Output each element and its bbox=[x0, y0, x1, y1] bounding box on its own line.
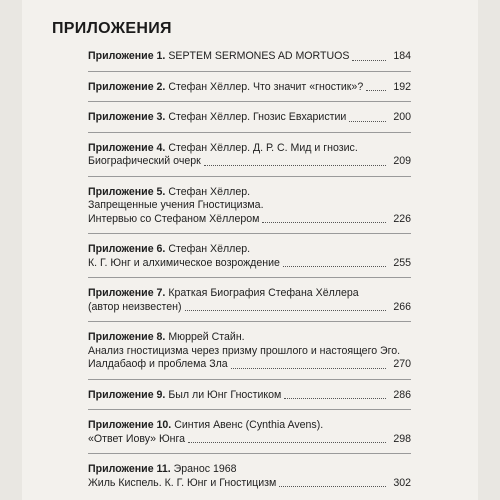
dot-leader bbox=[283, 266, 386, 267]
toc-line bbox=[88, 81, 411, 95]
entry-title: Краткая Биография Стефана Хёллера bbox=[168, 287, 359, 299]
toc-line-text bbox=[88, 186, 250, 200]
toc-line-text bbox=[88, 287, 359, 301]
entry-title: Мюррей Стайн. bbox=[168, 331, 245, 343]
appendix-label: Приложение 7. bbox=[88, 287, 166, 299]
dot-leader bbox=[284, 398, 386, 399]
toc-line bbox=[88, 433, 411, 447]
dot-leader bbox=[204, 165, 386, 166]
page-number: 302 bbox=[393, 476, 411, 489]
entry-title: «Ответ Иову» Юнга bbox=[88, 432, 186, 445]
toc-line-text bbox=[88, 389, 281, 403]
toc-line-text bbox=[88, 433, 185, 447]
toc-line bbox=[88, 331, 411, 345]
page-number: 226 bbox=[393, 212, 411, 225]
toc-line bbox=[88, 142, 411, 156]
appendix-label: Приложение 11. bbox=[88, 463, 171, 475]
toc-line bbox=[88, 477, 411, 491]
appendix-label: Приложение 8. bbox=[88, 331, 166, 343]
dot-leader bbox=[188, 442, 386, 443]
toc-line bbox=[88, 345, 411, 359]
toc-line bbox=[88, 213, 411, 227]
toc-line bbox=[88, 358, 411, 372]
toc-line bbox=[88, 111, 411, 125]
toc-line-text bbox=[88, 419, 323, 433]
entry-separator bbox=[88, 101, 411, 102]
entry-separator bbox=[88, 176, 411, 177]
dot-leader bbox=[262, 222, 386, 223]
page-number: 270 bbox=[393, 358, 411, 370]
toc-line bbox=[88, 155, 411, 169]
table-of-contents bbox=[88, 50, 411, 490]
toc-line bbox=[88, 257, 411, 271]
page-number: 184 bbox=[393, 50, 411, 62]
toc-line-text bbox=[88, 358, 228, 372]
dot-leader bbox=[349, 121, 386, 122]
toc-line bbox=[88, 463, 411, 477]
toc-line bbox=[88, 301, 411, 315]
toc-line bbox=[88, 186, 411, 200]
toc-line-text bbox=[88, 155, 201, 169]
toc-entry bbox=[88, 186, 411, 227]
page-number: 298 bbox=[393, 432, 411, 445]
appendix-label: Приложение 6. bbox=[88, 243, 166, 255]
toc-entry bbox=[88, 331, 411, 372]
toc-entry bbox=[88, 111, 411, 125]
entry-separator bbox=[88, 453, 411, 454]
entry-separator bbox=[88, 132, 411, 133]
appendix-label: Приложение 2. bbox=[88, 80, 166, 93]
entry-separator bbox=[88, 379, 411, 380]
entry-title: Стефан Хёллер. Что значит «гностик»? bbox=[168, 80, 364, 93]
toc-line bbox=[88, 199, 411, 213]
appendix-label: Приложение 3. bbox=[88, 111, 166, 123]
toc-line-text bbox=[88, 463, 237, 477]
toc-entry bbox=[88, 287, 411, 314]
entry-separator bbox=[88, 321, 411, 322]
appendix-label: Приложение 10. bbox=[88, 419, 172, 431]
toc-line-text bbox=[88, 142, 358, 156]
page-number: 286 bbox=[393, 388, 411, 401]
page-title: ПРИЛОЖЕНИЯ bbox=[52, 20, 172, 37]
entry-title: Биографический очерк bbox=[88, 155, 201, 167]
dot-leader bbox=[352, 60, 386, 61]
appendix-label: Приложение 4. bbox=[88, 141, 166, 154]
toc-entry bbox=[88, 419, 411, 446]
entry-title: Стефан Хёллер. bbox=[168, 243, 251, 255]
page-number: 200 bbox=[393, 111, 411, 123]
dot-leader bbox=[231, 368, 386, 369]
entry-title: Стефан Хёллер. Гнозис Евхаристии bbox=[168, 111, 347, 123]
page-number: 266 bbox=[393, 300, 411, 313]
toc-line bbox=[88, 419, 411, 433]
toc-entry bbox=[88, 243, 411, 270]
toc-line-text bbox=[88, 331, 245, 345]
page-number: 255 bbox=[393, 256, 411, 269]
toc-line bbox=[88, 287, 411, 301]
appendix-label: Приложение 1. bbox=[88, 50, 166, 62]
entry-separator bbox=[88, 71, 411, 72]
entry-title: Был ли Юнг Гностиком bbox=[168, 388, 282, 401]
toc-line-text bbox=[88, 477, 276, 491]
toc-line bbox=[88, 389, 411, 403]
toc-entry bbox=[88, 389, 411, 403]
appendix-label: Приложение 5. bbox=[88, 185, 166, 198]
toc-line bbox=[88, 243, 411, 257]
toc-line-text bbox=[88, 243, 250, 257]
toc-entry bbox=[88, 142, 411, 169]
entry-title: Синтия Авенс (Cynthia Avens). bbox=[174, 419, 324, 431]
entry-title: Анализ гностицизма через призму прошлого и настоящего Эго. bbox=[88, 344, 401, 357]
toc-entry bbox=[88, 463, 411, 490]
entry-title: Интервью со Стефаном Хёллером bbox=[88, 212, 260, 225]
entry-title: Эранос 1968 bbox=[173, 463, 237, 475]
entry-title: К. Г. Юнг и алхимическое возрождение bbox=[88, 256, 280, 269]
toc-line-text bbox=[88, 345, 400, 359]
toc-entry bbox=[88, 81, 411, 95]
toc-line-text bbox=[88, 257, 280, 271]
toc-line-text bbox=[88, 199, 264, 213]
dot-leader bbox=[185, 310, 387, 311]
entry-title: Запрещенные учения Гностицизма. bbox=[88, 199, 264, 211]
toc-line-text bbox=[88, 50, 349, 64]
entry-title: Жиль Киспель. К. Г. Юнг и Гностицизм bbox=[88, 476, 277, 489]
toc-line-text bbox=[88, 111, 346, 125]
entry-separator bbox=[88, 233, 411, 234]
toc-line-text bbox=[88, 81, 363, 95]
toc-entry bbox=[88, 50, 411, 64]
entry-separator bbox=[88, 277, 411, 278]
entry-title: SEPTEM SERMONES AD MORTUOS bbox=[168, 50, 350, 62]
entry-separator bbox=[88, 409, 411, 410]
entry-title: Стефан Хёллер. bbox=[168, 185, 251, 198]
entry-title: Иалдабаоф и проблема Зла bbox=[88, 358, 228, 370]
appendix-label: Приложение 9. bbox=[88, 388, 166, 401]
toc-line-text bbox=[88, 301, 182, 315]
page-number: 192 bbox=[393, 80, 411, 93]
toc-line bbox=[88, 50, 411, 64]
dot-leader bbox=[279, 486, 386, 487]
dot-leader bbox=[366, 90, 386, 91]
entry-title: Стефан Хёллер. Д. Р. С. Мид и гнозис. bbox=[168, 141, 358, 154]
toc-line-text bbox=[88, 213, 259, 227]
page-number: 209 bbox=[393, 155, 411, 167]
entry-title: (автор неизвестен) bbox=[88, 300, 182, 313]
